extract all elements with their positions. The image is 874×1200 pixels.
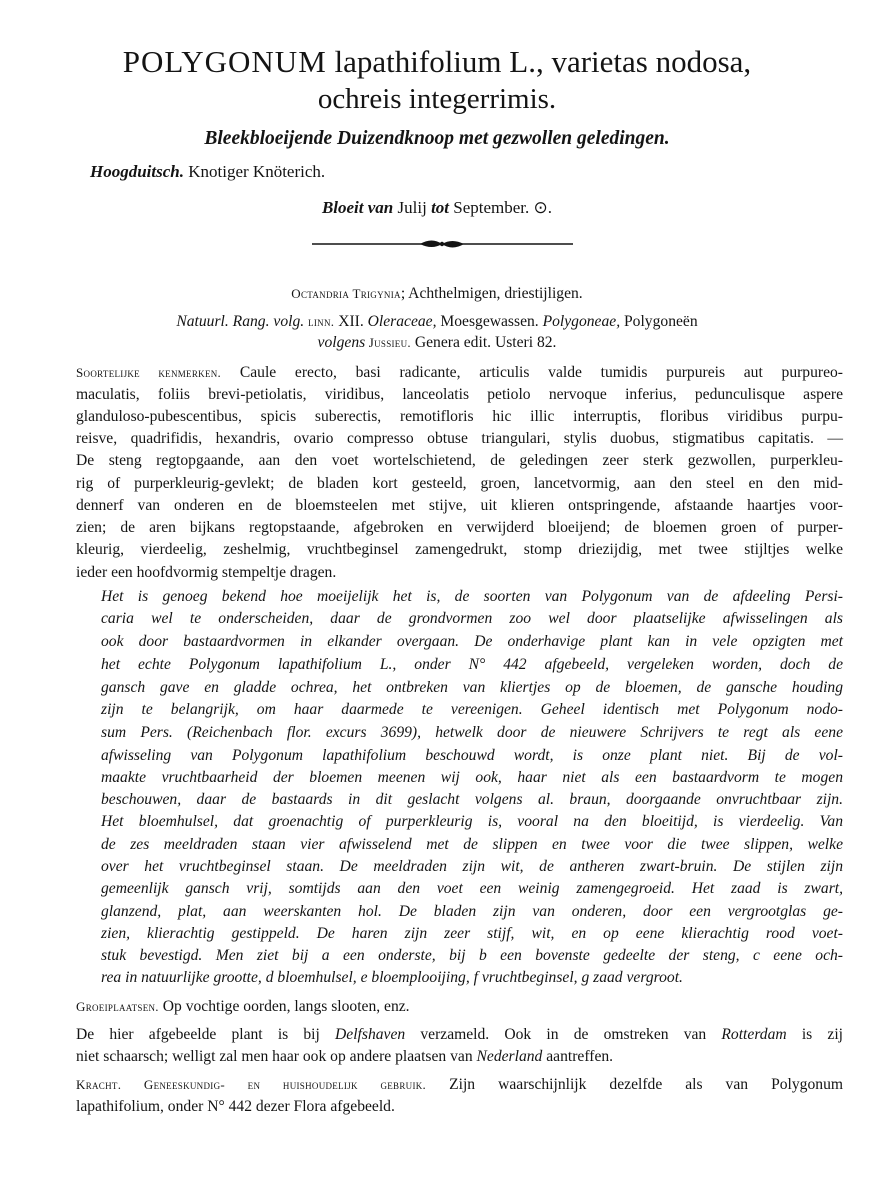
remark-line: sum Pers. (Reichenbach flor. excurs 3699), hetwelk door de nieuwere Schrijvers te regt als eene [101, 724, 843, 741]
class-volgens: volgens [317, 334, 366, 351]
remark-line: Het bloemhulsel, dat groenachtig of purperkleurig is, vooral na den bloeitijd, is vierdeelig. Van [101, 813, 843, 830]
remark-line: ook door bastaardvormen in elkander overgaan. De onderhavige plant kan in vele opzigten met [101, 633, 843, 650]
location-nederland: Nederland [476, 1048, 543, 1065]
location-line [76, 1025, 843, 1045]
classification-line-3 [0, 333, 874, 353]
remark-line: het echte Polygonum lapathifolium L., onder N° 442 afgebeeld, vergeleken worden, doch de [101, 656, 843, 673]
class-sexual-dutch: ; Achthelmigen, driestijligen. [400, 285, 583, 302]
dutch-line: kleurig, vierdeelig, zeshelmig, vruchtbeginsel zamengedrukt, stomp driezijdig, met twee stijltjes welke [76, 541, 843, 558]
location-text: niet schaarsch; welligt zal men haar ook op andere plaatsen van [76, 1048, 477, 1065]
remark-line: glanzend, plat, aan weerskanten hol. De bladen zijn van onderen, door een vergrootglas ge- [101, 903, 843, 920]
latin-line: reisve, quadrifidis, hexandris, ovario compresso obtuse triangulari, stylis duobus, stigmatibus capitatis. — [76, 430, 843, 447]
class-polygoneen: Polygoneën [620, 313, 698, 330]
remark-line: afwisseling van Polygonum lapathifolium beschouwd wordt, is onze plant niet. Bij de vol- [101, 747, 843, 764]
remark-line: de zes meeldraden staan vier afwisselend met de slippen en twee voor die twee slippen, welke [101, 836, 843, 853]
uses-label: Kracht. Geneeskundig- en huishoudelijk gebruik. [76, 1077, 427, 1092]
dutch-line: rig of purperkleurig-gevlekt; de bladen kort gesteeld, groen, lancetvormig, aan den steel en den mid- [76, 475, 843, 492]
dutch-line: zien; de aren bijkans regtopstaande, afgebroken en verwijderd bloeijend; de bloemen groen of purper- [76, 519, 843, 536]
german-name [90, 162, 325, 182]
flowering-to: tot [431, 198, 450, 217]
classification-line-2 [0, 312, 874, 332]
location-text: verzameld. Ook in de omstreken van [405, 1026, 722, 1043]
kenmerken-label: Soortelijke kenmerken. [76, 365, 222, 380]
flowering-end: September. ⊙. [453, 198, 553, 217]
location-text: is zij [786, 1026, 844, 1043]
classification-line-1 [0, 284, 874, 304]
class-number: XII. [334, 313, 368, 330]
remark-line: zijn te belangrijk, om haar daarmede te vereenigen. Geheel identisch met Polygonum nodo- [101, 701, 843, 718]
uses-text: Zijn waarschijnlijk dezelfde als van Polygonum [426, 1076, 843, 1093]
remark-line: Het is genoeg bekend hoe moeijelijk het is, de soorten van Polygonum van de afdeeling Persi- [101, 588, 843, 605]
ornament-rule [310, 236, 575, 252]
title-line-2: ochreis integerrimis. [317, 83, 557, 115]
dutch-line: ieder een hoofdvormig stempeltje dragen. [76, 564, 337, 581]
location-text: aantreffen. [542, 1048, 614, 1065]
uses-line: lapathifolium, onder N° 442 dezer Flora afgebeeld. [76, 1098, 395, 1115]
latin-line [76, 363, 843, 383]
location-line [76, 1047, 613, 1067]
location-text: De hier afgebeelde plant is bij [76, 1026, 336, 1043]
german-label: Hoogduitsch. [90, 162, 184, 181]
class-natural-label: Natuurl. Rang. volg. [176, 313, 305, 330]
location-rotterdam: Rotterdam [721, 1026, 787, 1043]
species-name: lapathifolium L., varietas nodosa, [334, 44, 752, 79]
habitat-text: Op vochtige oorden, langs slooten, enz. [158, 998, 410, 1015]
class-jussieu: Jussieu. [365, 335, 411, 350]
latin-line: glanduloso-pubescentibus, spicis suberectis, remotifloris hic illic interruptis, floribus viridibus purpu- [76, 408, 843, 425]
dutch-line: De steng regtopgaande, aan den voet wortelschietend, de geledingen zeer sterk gezwollen, purperkleu- [76, 452, 843, 469]
latin-line: maculatis, foliis brevi-petiolatis, viridibus, lanceolatis petiolo nervoque inferius, pedunculisque aspere [76, 386, 843, 403]
class-oleraceae: Oleraceae, [367, 313, 437, 330]
class-genera: Genera edit. Usteri 82. [410, 334, 557, 351]
flowering-label: Bloeit van [321, 198, 394, 217]
flowering-start: Julij [397, 198, 427, 217]
remark-line: over het vruchtbeginsel staan. De meeldraden zijn wit, de antheren zwart-bruin. De stijlen zijn [101, 858, 843, 875]
dutch-name: Bleekbloeijende Duizendknoop met gezwollen geledingen. [204, 128, 670, 149]
remark-line: maakte vruchtbaarheid der bloemen meenen wij ook, haar niet als een bastaardvorm te mogen [101, 769, 843, 786]
german-value: Knotiger Knöterich. [188, 162, 326, 181]
remark-line: stuk bevestigd. Men ziet bij a een onderste, bij b een bovenste gedeelte der steng, c eene och- [101, 947, 843, 964]
uses-line [76, 1075, 843, 1095]
class-polygoneae: Polygoneae, [542, 313, 621, 330]
class-moesgewassen: Moesgewassen. [436, 313, 543, 330]
remark-line: beschouwen, daar de bastaards in dit geslacht volgens al. braun, doorgaande onvruchtbaar zijn. [101, 791, 843, 808]
habitat-line [76, 997, 410, 1017]
location-delfshaven: Delfshaven [335, 1026, 406, 1043]
class-linnaeus: linn. [308, 314, 335, 329]
genus-name: POLYGONUM [122, 44, 327, 79]
remark-line: zien, klierachtig gestippeld. De haren zijn zeer stijf, wit, en op eene klierachtig rood voet- [101, 925, 843, 942]
remark-line: caria wel te onderscheiden, daar de grondvormen zoo wel door plaatselijke afwisselingen als [101, 610, 843, 627]
dutch-line: dennerf van onderen en de bloemsteelen met stijve, uit klieren ontspringende, afstaande haartjes voor- [76, 497, 843, 514]
remark-line: rea in natuurlijke grootte, d bloemhulsel, e bloemplooijing, f vruchtbeginsel, g zaad vergroot. [101, 969, 683, 986]
remark-line: gansch gave en gladde ochrea, het ontbreken van kliertjes op de bloemen, de gansche houding [101, 679, 843, 696]
flowering-time [0, 198, 874, 218]
latin-text: Caule erecto, basi radicante, articulis valde tumidis purpureis aut purpureo- [221, 364, 844, 381]
page-title [0, 44, 874, 80]
habitat-label: Groeiplaatsen. [76, 999, 159, 1014]
class-sexual-system: Octandria Trigynia [291, 286, 401, 301]
remark-line: gemeenlijk gansch vrij, somtijds aan den voet een weinig zamengegroeid. Het zaad is zwart, [101, 880, 843, 897]
